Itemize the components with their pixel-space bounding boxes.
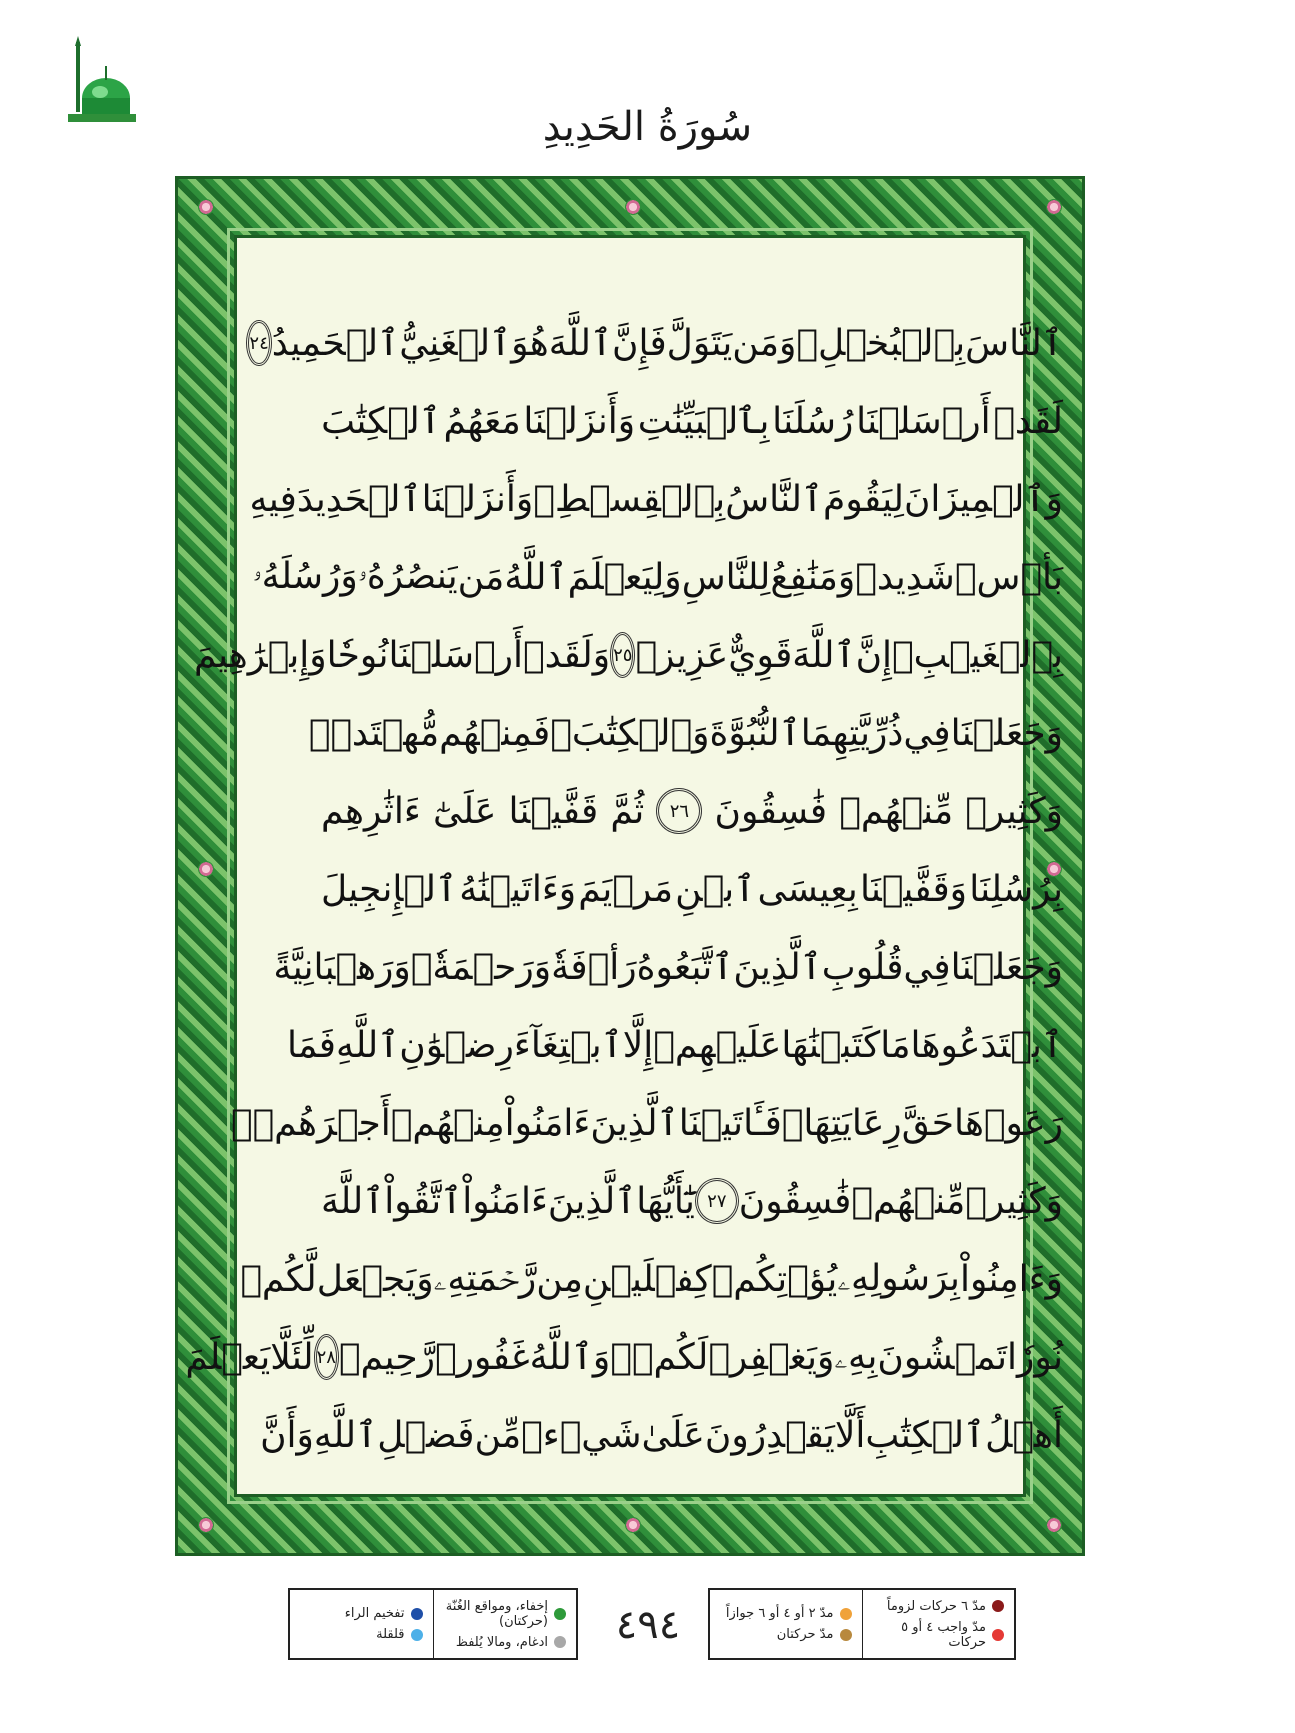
- word: وَمَن: [732, 322, 797, 364]
- legend-item: ادغام، ومالا يُلفظ: [444, 1635, 567, 1650]
- word: لَكُمۡۚ: [610, 1336, 709, 1378]
- word: وَجَعَلۡنَا: [950, 946, 1063, 988]
- word: يُؤۡتِكُمۡ: [711, 1258, 838, 1300]
- word: يَقۡدِرُونَ: [704, 1414, 835, 1456]
- tajweed-legend-right: [708, 1588, 1016, 1660]
- legend-item: مدّ حركتان: [720, 1627, 852, 1642]
- word: شَيۡءٖ: [521, 1414, 642, 1456]
- text-line: [321, 772, 1063, 850]
- word: مَن: [457, 556, 505, 598]
- word: ٱللَّهِ: [336, 1024, 400, 1066]
- word: قُلُوبِ: [821, 946, 904, 988]
- word: فَمِنۡهُم: [439, 712, 551, 754]
- word: مِّن: [474, 1414, 522, 1456]
- word: ءَامَنُواْ: [504, 1102, 591, 1144]
- word: وَٱلۡمِيزَانَ: [903, 478, 1063, 520]
- text-line: [249, 304, 1063, 382]
- word: أَهۡلُ: [985, 1414, 1063, 1456]
- page-number: ٤٩٤: [615, 1602, 681, 1648]
- word: ٱتَّبَعُوهُ: [636, 946, 734, 988]
- ayah-number-marker: ٢٦: [656, 788, 702, 834]
- text-line: [287, 1006, 1063, 1084]
- word: ٱلۡكِتَٰبَ: [321, 400, 441, 442]
- word: ٱللَّهِ: [313, 1414, 378, 1456]
- word: أَرۡسَلۡنَا: [856, 400, 991, 442]
- word: ٱلنُّبُوَّةَ: [709, 712, 801, 754]
- word: ٱبۡتَدَعُوهَا: [910, 1024, 1063, 1066]
- word: لَّكُمۡ: [240, 1258, 317, 1300]
- word: فِي: [903, 946, 951, 988]
- word: نُورٗا: [1006, 1336, 1063, 1378]
- word: وَأَنزَلۡنَا: [421, 478, 534, 520]
- word: ٱلۡغَنِيُّ: [399, 322, 512, 364]
- word: فِي: [903, 712, 951, 754]
- text-panel: [185, 235, 1063, 1497]
- color-dot-icon: [840, 1629, 852, 1641]
- quran-text: [185, 304, 1063, 1552]
- word: ٱلَّذِينَ: [733, 946, 822, 988]
- word: لَقَدۡ: [993, 400, 1063, 442]
- word: ٱلنَّاسَ: [965, 322, 1063, 364]
- word: نُوحٗا: [326, 634, 389, 676]
- word: عَزِيزٞ: [635, 634, 729, 676]
- legend-item: مدّ ٦ حركات لزوماً: [873, 1599, 1005, 1614]
- word: لِّئَلَّا: [270, 1336, 314, 1378]
- word: ءَاثَٰرِهِم: [321, 790, 421, 832]
- word: ٱلۡكِتَٰبِ: [865, 1414, 986, 1456]
- word: ٱلَّذِينَ: [547, 1180, 637, 1222]
- word: كِفۡلَيۡنِ: [582, 1258, 712, 1300]
- word: ٱلۡحَمِيدُ: [271, 322, 400, 364]
- legend-item: مدّ ٢ أو ٤ أو ٦ جوازاً: [720, 1606, 852, 1621]
- word: وَلَقَدۡ: [523, 634, 611, 676]
- word: يَتَوَلَّ: [666, 322, 733, 364]
- ayah-number-marker: ٢٥: [610, 632, 635, 678]
- ayah-number-marker: ٢٧: [695, 1178, 739, 1224]
- word: مَعَهُمُ: [443, 400, 521, 442]
- text-line: [252, 538, 1063, 616]
- color-dot-icon: [554, 1636, 566, 1648]
- color-dot-icon: [411, 1608, 423, 1620]
- text-line: [240, 1240, 1063, 1318]
- word: ٱللَّهَ: [548, 322, 613, 364]
- text-line: [230, 1084, 1063, 1162]
- word: ٱللَّهَ: [321, 1180, 385, 1222]
- word: أَلَّا: [834, 1414, 866, 1456]
- word: ٱللَّهَ: [792, 634, 856, 676]
- text-line: [249, 460, 1063, 538]
- word: ءَامَنُواْ: [462, 1180, 548, 1222]
- legend-item: إخفاء، ومواقع الغُنّة (حركتان): [444, 1599, 567, 1629]
- corner-rosette-icon: [198, 1517, 214, 1533]
- word: فَٰسِقُونَ: [714, 790, 828, 832]
- word: وَمَنَٰفِعُ: [770, 556, 856, 598]
- word: قَفَّيۡنَا: [508, 790, 599, 832]
- text-line: [185, 1318, 1063, 1396]
- word: غَفُورٞ: [435, 1336, 530, 1378]
- word: وَءَاتَيۡنَٰهُ: [459, 868, 577, 910]
- word: عَلَىٰٓ: [432, 790, 497, 832]
- word: ٱللَّهُ: [504, 556, 568, 598]
- word: حَقَّ: [901, 1102, 954, 1144]
- word: بِعِيسَى: [757, 868, 858, 910]
- word: لِلنَّاسِ: [681, 556, 771, 598]
- legend-item: تفخيم الراء: [300, 1606, 423, 1621]
- word: مِن: [536, 1258, 583, 1300]
- word: وَيَغۡفِرۡ: [708, 1336, 835, 1378]
- word: بِهِۦ: [834, 1336, 878, 1377]
- word: أَجۡرَهُمۡۖ: [230, 1102, 391, 1144]
- border-rosette-icon: [198, 861, 214, 877]
- word: بِٱلۡبُخۡلِۗ: [796, 322, 966, 364]
- word: مُّهۡتَدٖۖ: [308, 712, 440, 754]
- tajweed-legend-left: [288, 1588, 578, 1660]
- word: بَأۡسٞ: [954, 556, 1063, 598]
- word: مِّنۡهُمۡ: [851, 1180, 966, 1222]
- corner-rosette-icon: [1046, 199, 1062, 215]
- word: وَءَامِنُواْ: [959, 1258, 1063, 1300]
- color-dot-icon: [554, 1608, 566, 1620]
- legend-item: مدّ واجب ٤ أو ٥ حركات: [873, 1620, 1005, 1650]
- word: بِرُسُلِنَا: [969, 868, 1063, 910]
- word: مِنۡهُمۡ: [390, 1102, 505, 1144]
- word: وَأَنَّ: [260, 1414, 314, 1456]
- word: وَإِبۡرَٰهِيمَ: [193, 634, 327, 676]
- word: رُسُلَنَا: [772, 400, 854, 442]
- word: بِٱلۡقِسۡطِۖ: [533, 478, 726, 520]
- word: وَٱلۡكِتَٰبَۖ: [550, 712, 710, 754]
- word: وَقَفَّيۡنَا: [859, 868, 968, 910]
- word: قَوِيٌّ: [728, 634, 793, 676]
- word: وَيَجۡعَل: [316, 1258, 434, 1300]
- legend-column: [862, 1590, 1015, 1658]
- legend-column: [433, 1590, 577, 1658]
- color-dot-icon: [992, 1600, 1004, 1612]
- word: مَا: [880, 1024, 911, 1066]
- word: وَلِيَعۡلَمَ: [567, 556, 682, 598]
- word: بِرَسُولِهِۦ: [837, 1258, 960, 1299]
- word: وَرَهۡبَانِيَّةً: [273, 946, 411, 988]
- word: ٱلۡإِنجِيلَ: [321, 868, 458, 910]
- word: مِّنۡهُمۡ: [839, 790, 954, 832]
- word: ٱتَّقُواْ: [384, 1180, 463, 1222]
- color-dot-icon: [840, 1608, 852, 1620]
- word: ٱلَّذِينَ: [590, 1102, 679, 1144]
- word: رَّحِيمٞ: [338, 1336, 435, 1378]
- word: فَإِنَّ: [612, 322, 667, 364]
- word: مَرۡيَمَ: [578, 868, 674, 910]
- word: وَكَثِيرٞ: [965, 1180, 1063, 1222]
- word: فَٰسِقُونَ: [738, 1180, 852, 1222]
- border-rosette-icon: [625, 199, 641, 215]
- word: ٱبۡنِ: [675, 868, 756, 910]
- word: أَرۡسَلۡنَا: [388, 634, 524, 676]
- page-frame: [175, 176, 1085, 1556]
- word: ٱبۡتِغَآءَ: [513, 1024, 623, 1066]
- text-line: [321, 1162, 1063, 1240]
- word: وَٱللَّهُ: [529, 1336, 611, 1378]
- ayah-number-marker: ٢٨: [314, 1334, 339, 1380]
- text-line: [260, 1396, 1063, 1474]
- word: رَّحۡمَتِهِۦ: [433, 1258, 537, 1299]
- text-line: [321, 382, 1063, 460]
- word: يَٰٓأَيُّهَا: [636, 1180, 695, 1222]
- word: رَأۡفَةٗ: [551, 946, 637, 988]
- word: وَرُسُلَهُۥ: [252, 556, 358, 597]
- word: ٱلنَّاسُ: [725, 478, 824, 520]
- word: إِنَّ: [855, 634, 893, 676]
- word: فَـَٔاتَيۡنَا: [678, 1102, 782, 1144]
- word: وَأَنزَلۡنَا: [523, 400, 636, 442]
- word: بِٱلۡغَيۡبِۚ: [892, 634, 1063, 676]
- word: عَلَيۡهِمۡ: [653, 1024, 782, 1066]
- word: فَضۡلِ: [377, 1414, 475, 1456]
- color-dot-icon: [992, 1629, 1004, 1641]
- word: لِيَقُومَ: [823, 478, 904, 520]
- word: يَنصُرُهُۥ: [357, 556, 458, 597]
- word: وَكَثِيرٞ: [965, 790, 1063, 832]
- ayah-number-marker: ٢٤: [246, 320, 271, 366]
- word: ذُرِّيَّتِهِمَا: [800, 712, 904, 754]
- word: عَلَىٰ: [641, 1414, 705, 1456]
- word: فَمَا: [287, 1024, 337, 1066]
- word: وَجَعَلۡنَا: [950, 712, 1063, 754]
- word: فِيهِ: [249, 478, 297, 520]
- word: ثُمَّ: [610, 790, 645, 832]
- text-line: [308, 694, 1063, 772]
- legend-item: قلقلة: [300, 1627, 423, 1642]
- color-dot-icon: [411, 1629, 423, 1641]
- word: رِضۡوَٰنِ: [399, 1024, 514, 1066]
- word: كَتَبۡنَٰهَا: [781, 1024, 881, 1066]
- legend-column: [290, 1590, 433, 1658]
- word: يَعۡلَمَ: [185, 1336, 271, 1378]
- text-line: [273, 928, 1063, 1006]
- word: شَدِيدٞ: [855, 556, 955, 598]
- text-line: [193, 616, 1063, 694]
- corner-rosette-icon: [198, 199, 214, 215]
- word: ٱلۡحَدِيدَ: [296, 478, 422, 520]
- word: تَمۡشُونَ: [877, 1336, 1007, 1378]
- word: إِلَّا: [622, 1024, 654, 1066]
- word: رِعَايَتِهَاۖ: [781, 1102, 902, 1144]
- word: بِٱلۡبَيِّنَٰتِ: [637, 400, 770, 442]
- word: رَعَوۡهَا: [953, 1102, 1063, 1144]
- word: وَرَحۡمَةٗۚ: [410, 946, 552, 988]
- surah-title: سُورَةُ الحَدِيدِ: [542, 104, 753, 150]
- text-line: [321, 850, 1063, 928]
- word: هُوَ: [511, 322, 549, 364]
